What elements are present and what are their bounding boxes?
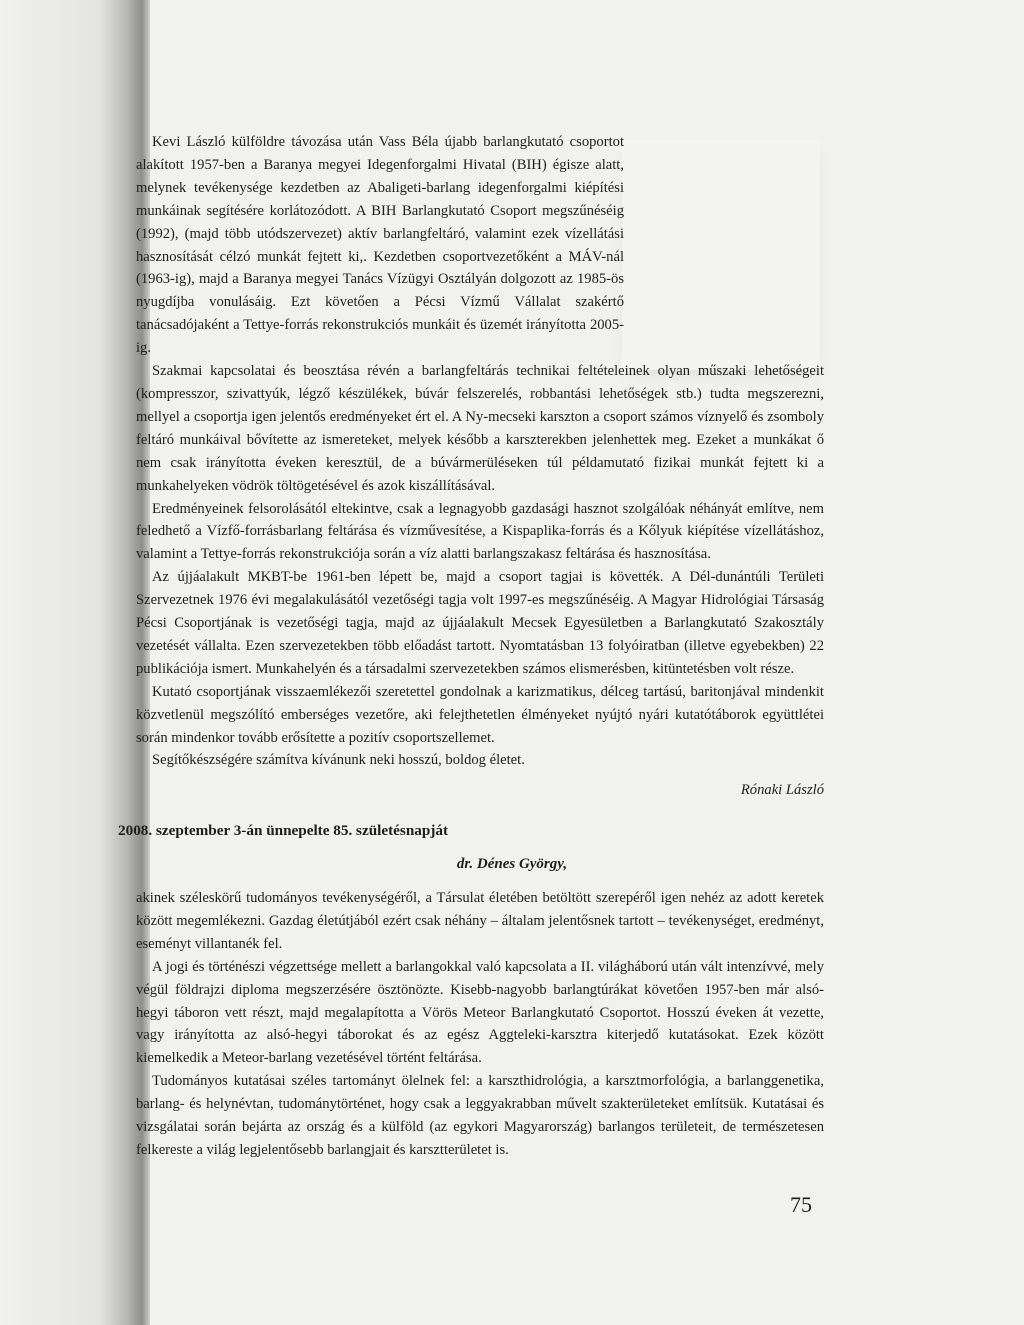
article2-text (136, 887, 824, 1162)
article1-text (136, 131, 824, 772)
paragraph: Eredményeinek felsorolásától eltekintve, csak a legnagyobb gazdasági hasznot szolgálóak néhányát említve, nem feledhető a Vízfő-forrásbarlang feltárása és vízművesítése, a Kispaplika-forrás és a Kőlyuk kiépítése vízellátáshoz, valamint a Tettye-forrás rekonstrukciója során a víz alatti barlangszakasz feltárása és hasznosítása. (136, 500, 824, 563)
signature: Rónaki László (740, 782, 824, 798)
paragraph: Kevi László külföldre távozása után Vass Béla újabb barlangkutató csoportot alakított 1957-ben a Baranya megyei Idegenforgalmi Hivatal (BIH) égisze alatt, melynek tevékenysége kezdetben az Abaligeti-barlang idegenforgalmi kiépítési munkáinak segítésére korlátozódott. A BIH Barlangkutató Csoport megszűnéséig (1992), (majd több utódszervezet) aktív barlangfeltáró, valamint ezek vízellátási hasznosítását célzó munkát fejtett ki,. Kezdetben csoportvezetőként a MÁV-nál (1963-ig), majd a Baranya megyei Tanács Vízügyi Osztályán dolgozott az 1985-ös nyugdíjba vonulásáig. Ezt követően a Pécsi Vízmű Vállalat szakértő tanácsadójaként a Tettye-forrás rekonstrukciós munkáit és üzemét irányította 2005-ig. (136, 134, 624, 357)
scan-gutter-shadow (0, 0, 150, 1325)
paragraph: A jogi és történészi végzettsége mellett a barlangokkal való kapcsolata a II. világháború után vált intenzívvé, mely végül földrajzi diploma megszerzésére ösztönözte. Kisebb-nagyobb barlangtúrákat követően 1957-ben már alsó-hegyi táboron vett részt, majd megalapította a Vörös Meteor Barlangkutató Csoportot. Hosszú éveken át vezette, vagy irányította az alsó-hegyi táborokat és az egész Aggteleki-karsztra kiterjedő kutatásokat. Ezek között kiemelkedik a Meteor-barlang vezetésével történt feltárása. (136, 958, 824, 1067)
honoree-name: dr. Dénes György, (456, 856, 568, 872)
paragraph: Kutató csoportjának visszaemlékezői szeretettel gondolnak a karizmatikus, délceg tartású, baritonjával mindenkit közvetlenül megszólító emberséges vezetőre, aki felejthetetlen élményeket nyújtó nyári kutatótáborok együttlétei során mindenkor tovább erősítette a pozitív csoportszellemet. (136, 683, 824, 746)
paragraph: Az újjáalakult MKBT-be 1961-ben lépett be, majd a csoport tagjai is követték. A Dél-dunántúli Területi Szervezetnek 1976 évi megalakulásától vezetőségi tagja volt 1997-es megszűnéséig. A Magyar Hidrológiai Társaság Pécsi Csoportjának is vezetőségi tagja, majd az újjáalakult Mecsek Egyesületben a Barlangkutató Szakosztály vezetését vállalta. Ezen szervezetekben több előadást tartott. Nyomtatásban 13 folyóiratban (illetve egyebekben) 22 publikációja ismert. Munkahelyén és a társadalmi szervezetekben számos elismerésben, kitüntetésben volt része. (136, 569, 824, 677)
paragraph: Szakmai kapcsolatai és beosztása révén a barlangfeltárás technikai feltételeinek olyan műszaki lehetőségeit (kompresszor, szivattyúk, légző készülékek, búvár felszerelés, robbantási lehetőségek stb.) tudta megszerezni, mellyel a csoportja igen jelentős eredményeket ért el. A Ny-mecseki karszton a csoport számos víznyelő és zsomboly feltáró munkáival bővítette az ismereteket, melyek később a karszterekben jelenhettek meg. Ezeket a munkákat ő nem csak irányította éveken keresztül, de a búvármerüléseken túl példamutató fizikai munkát fejtett ki a munkahelyeken vödrök töltögetésével és azok kiszállításával. (136, 363, 824, 494)
paragraph: Segítőkészségére számítva kívánunk neki hosszú, boldog életet. (152, 752, 525, 769)
paragraph: akinek széleskörű tudományos tevékenységéről, a Társulat életében betöltött szerepéről igen nehéz az adott keretek között megemlékezni. Gazdag életútjából ezért csak néhány – általam jelentősnek tartott – tevékenységet, eredményt, eseményt villantanék fel. (136, 890, 824, 952)
paragraph: Tudományos kutatásai széles tartományt ölelnek fel: a karszthidrológia, a karsztmorfológia, a barlanggenetika, barlang- és helynévtan, tudománytörténet, hogy csak a leggyakrabban művelt szakterületeket említsük. Kutatásai és vizsgálatai során bejárta az ország és a külföld (az egykori Magyarország) barlangos területeit, de természetesen felkereste a világ legjelentősebb barlangjait és karsztterületet is. (136, 1073, 824, 1158)
section-heading: 2008. szeptember 3-án ünnepelte 85. születésnapját (118, 822, 449, 839)
page-number: 75 (790, 1192, 812, 1217)
